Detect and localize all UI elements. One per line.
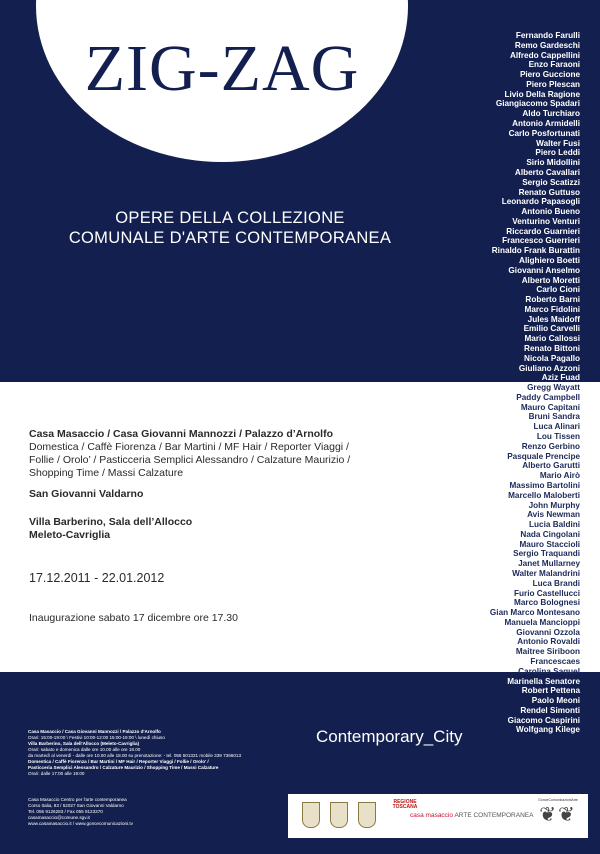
artist-name: Wolfgang Kilege — [516, 725, 580, 735]
artist-name: Paolo Meoni — [531, 696, 580, 706]
artist-name: Giovanni Ozzola — [516, 627, 580, 637]
artist-name: Carlo Cioni — [536, 285, 580, 295]
casa-masaccio-logo — [410, 812, 533, 819]
artist-name: Sergio Traquandi — [513, 549, 580, 559]
artist-name: Alighiero Boetti — [519, 255, 580, 265]
artist-name: Giovanni Anselmo — [508, 265, 580, 275]
artist-name: Lou Tissen — [536, 432, 580, 442]
artist-name: Antonio Bueno — [521, 207, 580, 217]
artist-name: Aziz Fuad — [541, 373, 580, 383]
artist-list — [420, 31, 580, 735]
artist-name: Emilio Carvelli — [523, 324, 580, 334]
artist-name: Carolina Saquel — [518, 666, 580, 676]
shop-venues-line-2: Follie / Orolo’ / Pasticceria Semplici Alessandro / Calzature Maurizio / — [29, 454, 351, 466]
artist-name: Rinaldo Frank Burattin — [491, 246, 580, 256]
artist-name: Alberto Moretti — [521, 275, 580, 285]
casa-masaccio-name: casa masaccio — [410, 812, 453, 819]
artist-name: Renzo Gerbino — [521, 441, 580, 451]
artist-name: Nada Cingolani — [520, 529, 580, 539]
artist-name: Marco Bolognesi — [514, 598, 580, 608]
footer-info — [28, 729, 298, 777]
artist-name: Alberto Garutti — [522, 461, 580, 471]
artist-name: Leonardo Papasogli — [501, 197, 580, 207]
contact-line-3: Tel. 055 9126283 / Fax 055 9123370 — [28, 809, 103, 814]
opening-info: Inaugurazione sabato 17 dicembre ore 17.30 — [29, 612, 238, 624]
gonce-logo — [532, 798, 584, 834]
artist-name: Aldo Turchiaro — [522, 109, 580, 119]
second-venue-line-1: Villa Barberino, Sala dell’Allocco — [29, 516, 193, 528]
artist-name: Riccardo Guarnieri — [506, 226, 580, 236]
artist-name: Jules Maidoff — [527, 314, 580, 324]
artist-name: Marinella Senatore — [507, 676, 580, 686]
artist-name: Robert Pettena — [521, 686, 580, 696]
artist-name: Marco Fidolini — [524, 304, 580, 314]
shop-venues-line-1: Domestica / Caffè Fiorenza / Bar Martini / MF Hair / Reporter Viaggi / — [29, 441, 349, 453]
footer-line-6: Domestica / Caffè Fiorenza / Bar Martini / MF Hair / Reporter Viaggi / Follie / Orolo' / — [28, 759, 209, 764]
contact-line-1: Casa Masaccio Centro per l'arte contemporanea — [28, 797, 127, 802]
artist-name: Paddy Campbell — [516, 392, 580, 402]
contact-line-5: www.casamasaccio.it / www.goncecomunicazioni.tv — [28, 821, 133, 826]
artist-name: Avis Newman — [527, 510, 580, 520]
poster-subtitle — [30, 208, 430, 248]
footer-line-8: Orari: dalle 17:00 alle 19:00 — [28, 771, 85, 776]
footer-line-5: da martedì al venerdì - dalle ore 10.00 alle 18.00 su prenotazione: - tel. 055 501321 mobile 339 7366013 — [28, 753, 241, 758]
artist-name: Sergio Scatizzi — [522, 177, 580, 187]
municipal-crest-icon — [302, 802, 320, 828]
artist-name: Luca Alinari — [533, 422, 580, 432]
artist-name: Walter Malandrini — [512, 568, 580, 578]
artist-name: Alfredo Cappellini — [509, 50, 580, 60]
artist-name: Gregg Wayatt — [527, 383, 580, 393]
artist-name: Antonio Armidelli — [512, 119, 580, 129]
artist-name: Lucia Baldini — [529, 520, 580, 530]
artist-name: Piero Guccione — [519, 70, 580, 80]
artist-name: John Murphy — [528, 500, 580, 510]
artist-name: Marcello Maloberti — [508, 490, 580, 500]
contemporary-city-label: Contemporary_City — [316, 727, 463, 746]
artist-name: Manuela Mancioppi — [504, 617, 580, 627]
footer-line-4: Orari: sabato e domenica dalle ore 10.00 alle ore 18.00 — [28, 747, 141, 752]
artist-name: Giuliano Azzoni — [518, 363, 580, 373]
footer-contact — [28, 797, 228, 827]
artist-name: Massimo Bartolini — [509, 480, 580, 490]
artist-name: Renato Guttuso — [518, 187, 580, 197]
contact-line-2: Corso Italia, 83 / 52027 San Giovanni Valdarno — [28, 803, 124, 808]
gonce-label: GonceComunicazioniArte — [538, 798, 578, 802]
contact-line-4: casamasaccio@comune.sgv.it — [28, 815, 90, 820]
artist-name: Giangiacomo Spadari — [495, 99, 580, 109]
sponsor-logos — [288, 794, 588, 838]
footer-line-3: Villa Barberino, Sala dell'Allocco (Meleto-Cavriglia) — [28, 741, 140, 746]
municipal-crest-icon — [330, 802, 348, 828]
artist-name: Mario Callossi — [524, 334, 580, 344]
shop-venues — [29, 441, 429, 480]
artist-name: Luca Brandi — [532, 578, 580, 588]
region-label-2: TOSCANA — [392, 804, 418, 810]
region-label-1: REGIONE — [393, 799, 417, 805]
artist-name: Remo Gardeschi — [514, 40, 580, 50]
artist-name: Roberto Barni — [525, 295, 580, 305]
artist-name: Mauro Capitani — [520, 402, 580, 412]
subtitle-line-2: COMUNALE D'ARTE CONTEMPORANEA — [68, 229, 392, 247]
main-venues: Casa Masaccio / Casa Giovanni Mannozzi / Palazzo d’Arnolfo — [29, 428, 333, 440]
second-venue — [29, 516, 192, 542]
poster-title: ZIG-ZAG — [84, 32, 360, 105]
tree-icon: ❦❦ — [539, 804, 577, 826]
artist-name: Maitree Siriboon — [515, 647, 580, 657]
artist-name: Nicola Pagallo — [524, 353, 580, 363]
venues-block — [29, 428, 429, 501]
exhibition-dates: 17.12.2011 - 22.01.2012 — [29, 571, 165, 585]
artist-name: Furio Castellucci — [514, 588, 580, 598]
artist-name: Rendel Simonti — [520, 705, 580, 715]
artist-name: Mario Airò — [539, 471, 580, 481]
artist-name: Fernando Farulli — [515, 31, 580, 40]
artist-name: Pasquale Prencipe — [507, 451, 580, 461]
artist-name: Livio Della Ragione — [504, 89, 580, 99]
municipal-crest-icon — [358, 802, 376, 828]
artist-name: Antonio Rovaldi — [517, 637, 580, 647]
footer-line-1: Casa Masaccio / Casa Giovanni Mannozzi / Palazzo d'Arnolfo — [28, 729, 161, 734]
venue-city: San Giovanni Valdarno — [29, 488, 144, 500]
artist-name: Enzo Faraoni — [528, 60, 580, 70]
shop-venues-line-3: Shopping Time / Massi Calzature — [29, 467, 184, 479]
artist-name: Venturino Venturi — [512, 216, 580, 226]
artist-name: Alberto Cavallari — [514, 167, 580, 177]
footer-line-2: Orari: 15:00-19:00 \ Festivi 10:00-12:00 15:00-19:00 \ lunedì chiuso — [28, 735, 165, 740]
artist-name: Piero Leddi — [535, 148, 580, 158]
subtitle-line-1: OPERE DELLA COLLEZIONE — [115, 209, 345, 227]
footer-line-7: Pasticceria Semplici Alessandro / Calzature Maurizio / Shopping Time / Massi Calzature — [28, 765, 219, 770]
artist-name: Walter Fusi — [536, 138, 580, 148]
artist-name: Gian Marco Montesano — [489, 608, 580, 618]
second-venue-line-2: Meleto-Cavriglia — [29, 529, 111, 541]
artist-name: Renato Bittoni — [524, 344, 580, 353]
artist-name: Piero Plescan — [526, 79, 580, 89]
artist-name: Sirio Midollini — [526, 158, 580, 168]
artist-name: Bruni Sandra — [528, 412, 580, 422]
artist-name: Carlo Posfortunati — [508, 128, 580, 138]
arte-contemporanea-label: ARTE CONTEMPORANEA — [454, 812, 534, 819]
artist-name: Francescaes — [530, 657, 580, 666]
artist-name: Giacomo Caspirini — [507, 715, 580, 725]
artist-name: Francesco Guerrieri — [502, 236, 580, 246]
artist-name: Mauro Staccioli — [519, 539, 580, 549]
artist-name: Janet Mullarney — [518, 559, 580, 569]
